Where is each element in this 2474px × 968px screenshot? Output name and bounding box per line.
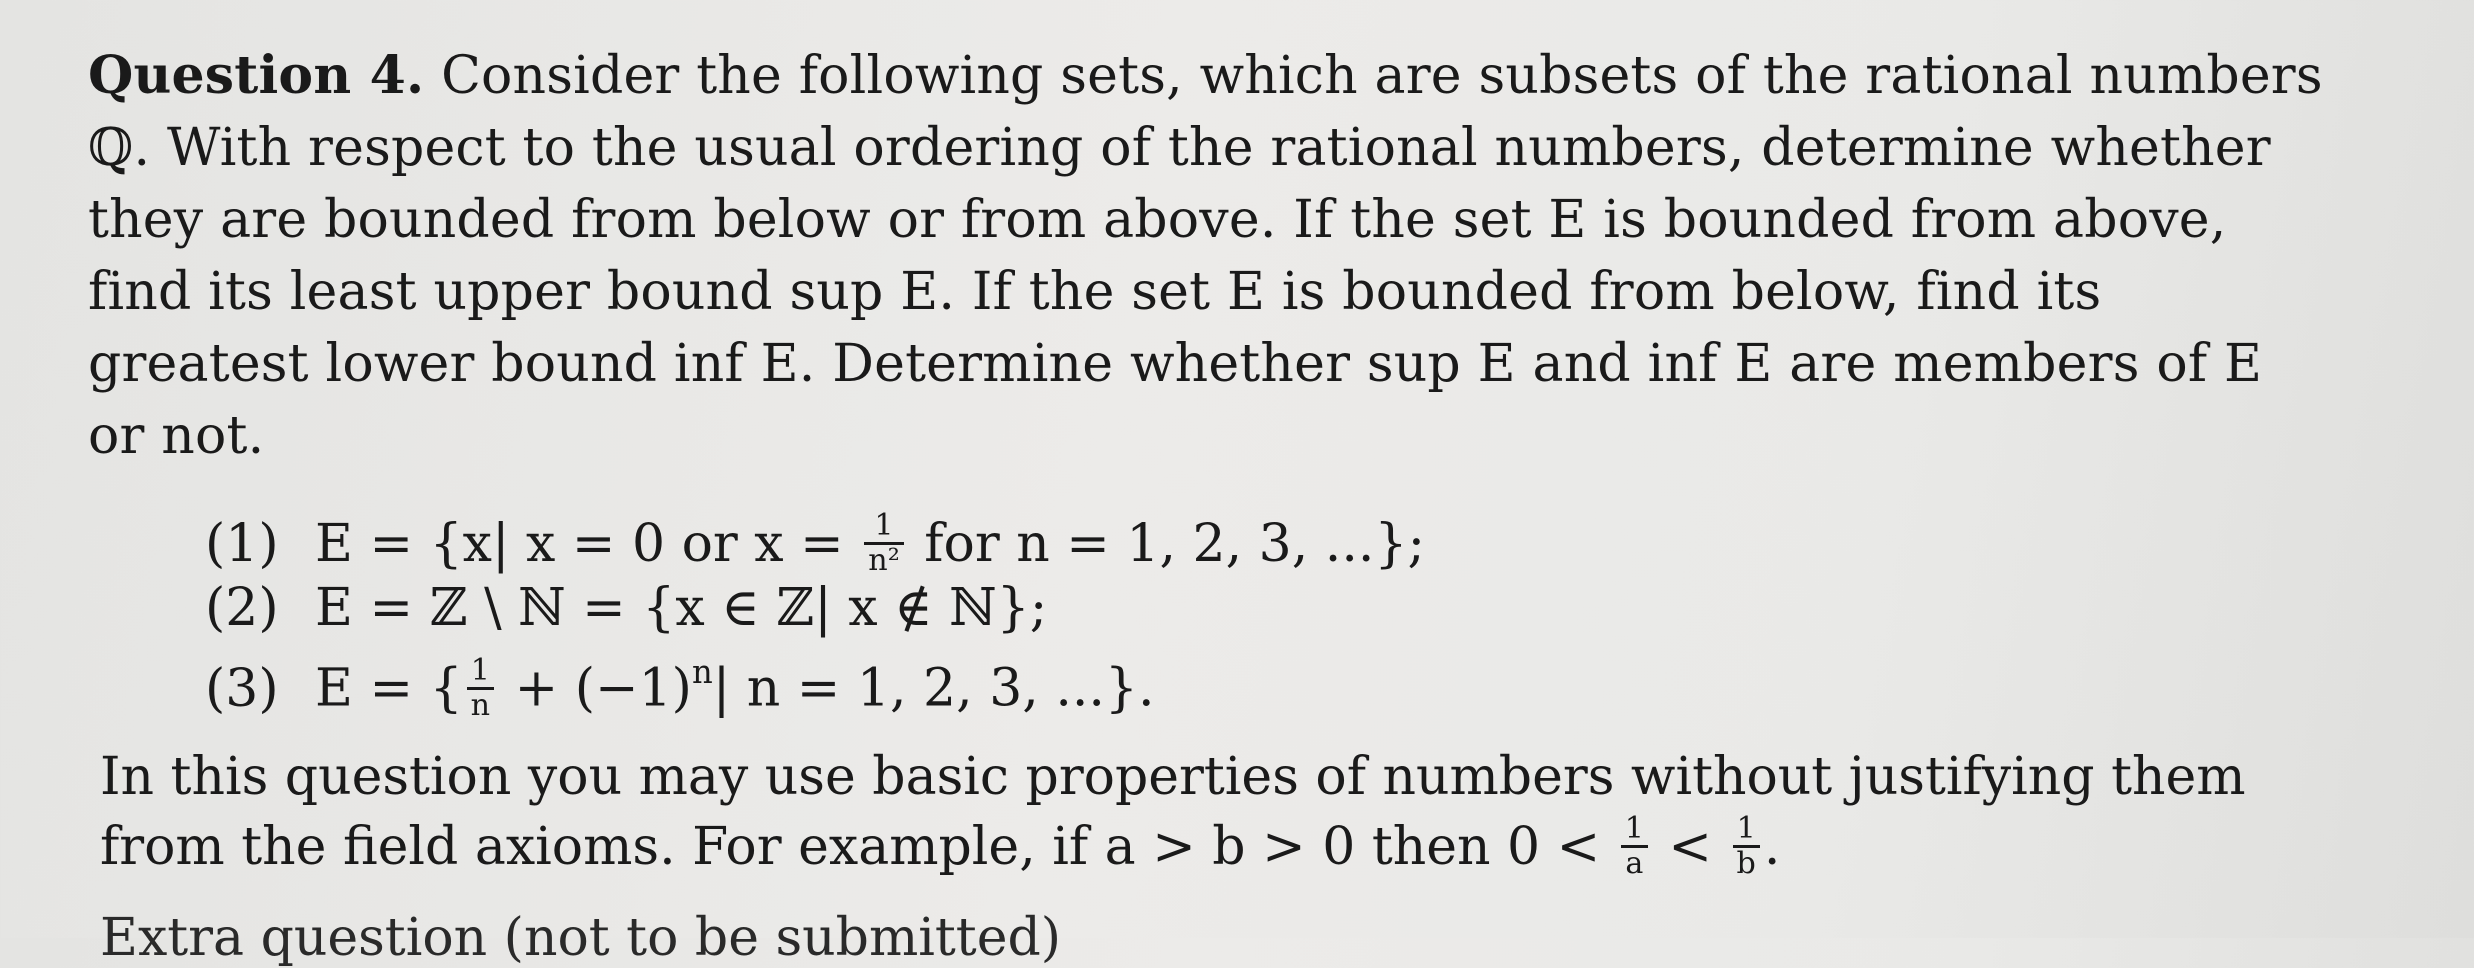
set-item-2: (2) E = ℤ \ ℕ = {x ∈ ℤ| x ∉ ℕ}; bbox=[205, 578, 1048, 638]
fraction: $\frac{1}{\text{n²}}$ bbox=[864, 510, 904, 576]
item-label: (1) bbox=[205, 514, 279, 574]
closing-line-2: from the field axioms. For example, if a > b > 0 then 0 < $\frac{1}{a}$ < $\frac{1}{b}$ . bbox=[100, 811, 1781, 881]
question-line-2: ℚ. With respect to the usual ordering of the rational numbers, determine whether bbox=[88, 118, 2271, 178]
set-item-1: (1) E = {x| x = 0 or x = $\frac{1}{\text{n²}}$ for n = 1, 2, 3, ...}; bbox=[205, 508, 1425, 578]
question-line-4: find its least upper bound sup E. If the set E is bounded from below, find its bbox=[88, 262, 2102, 322]
cut-off-text: Extra question (not to be submitted) bbox=[100, 908, 1062, 968]
question-heading: Question 4. bbox=[88, 45, 425, 106]
question-line-6: or not. bbox=[88, 406, 265, 466]
set-item-3: (3) E = { $\frac{1}{n}$ + $(-1)^n|$ n = 1, 2, 3, ...}. bbox=[205, 652, 1155, 723]
closing-paragraph bbox=[100, 742, 2246, 882]
item-label: (2) bbox=[205, 578, 279, 638]
closing-line-1: In this question you may use basic properties of numbers without justifying them bbox=[100, 747, 2246, 807]
exponent: n bbox=[691, 653, 713, 691]
set-list bbox=[205, 508, 1425, 723]
question-line-5: greatest lower bound inf E. Determine whether sup E and inf E are members of E bbox=[88, 334, 2263, 394]
question-line-3: they are bounded from below or from above. If the set E is bounded from above, bbox=[88, 190, 2227, 250]
question-line-1: Question 4. Consider the following sets, which are subsets of the rational numbers bbox=[88, 45, 2323, 106]
item-label: (3) bbox=[205, 658, 279, 719]
fraction: $\frac{1}{b}$ bbox=[1733, 813, 1760, 879]
fraction: $\frac{1}{a}$ bbox=[1621, 813, 1648, 879]
question-paragraph bbox=[88, 40, 2368, 472]
fraction: $\frac{1}{n}$ bbox=[467, 655, 494, 721]
